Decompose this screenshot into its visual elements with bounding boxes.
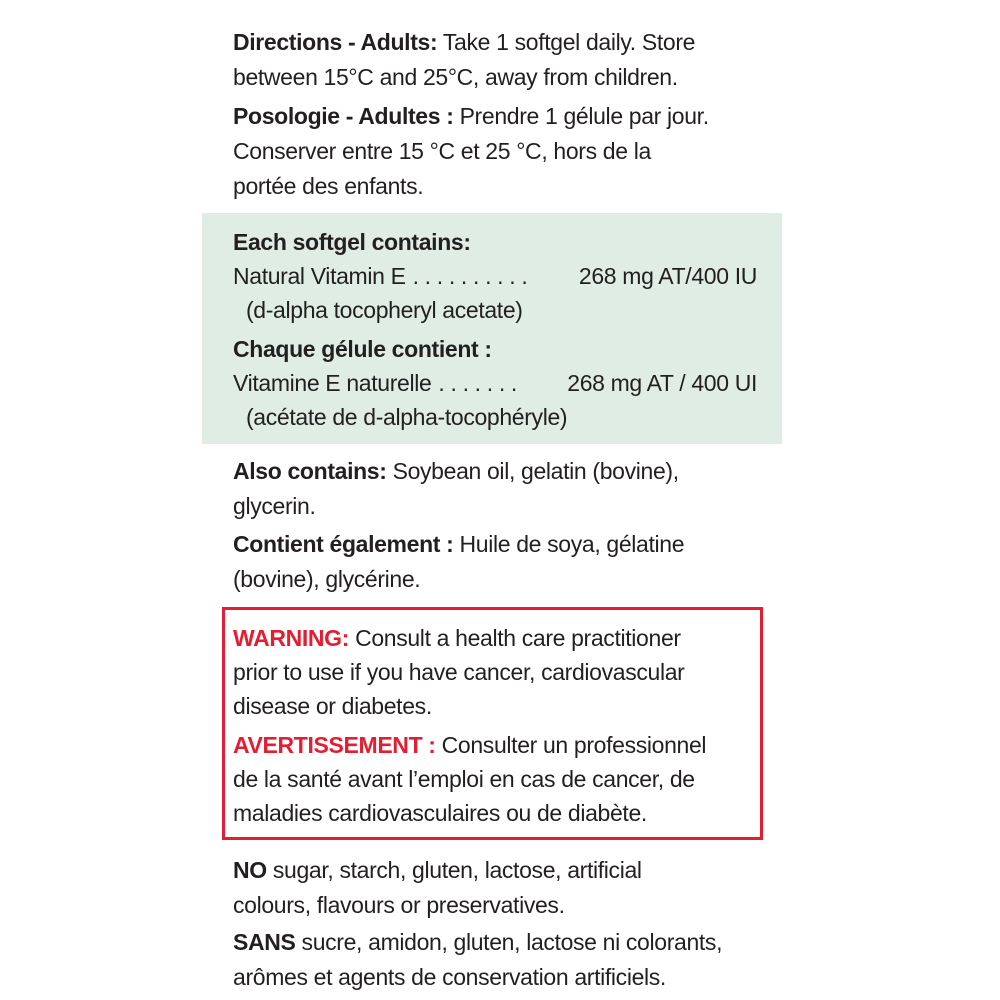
directions-en-rest: Take 1 softgel daily. Store (437, 29, 696, 55)
warning-fr-rest: Consulter un professionnel (435, 732, 707, 758)
also-contains-en-lead: Also contains: (233, 458, 387, 484)
also-contains-fr-lead: Contient également : (233, 531, 454, 557)
also-contains-en-line2: glycerin. (233, 493, 316, 519)
warning-en-line1 (233, 621, 752, 655)
leader-dots: . . . . . . . . . . (412, 263, 528, 289)
posologie-fr-rest: Prendre 1 gélule par jour. (453, 103, 709, 129)
ingredient-amount-en: 268 mg AT/400 IU (578, 263, 757, 289)
free-from-en-line2: colours, flavours or preservatives. (233, 892, 565, 918)
warning-fr-line2: de la santé avant l’emploi en cas de cancer, de (233, 766, 695, 792)
ingredients-heading-fr: Chaque gélule contient : (233, 336, 492, 362)
also-contains-fr-line1 (233, 527, 1000, 562)
directions-section (233, 0, 1000, 95)
free-from-en-lead: NO (233, 857, 267, 883)
free-from-fr-rest: sucre, amidon, gluten, lactose ni colorants, (295, 929, 723, 955)
ingredient-name-fr: Vitamine E naturelle (233, 370, 432, 396)
also-contains-fr-line2: (bovine), glycérine. (233, 566, 421, 592)
free-from-en-rest: sugar, starch, gluten, lactose, artificial (266, 857, 642, 883)
warning-fr-lead: AVERTISSEMENT : (233, 732, 436, 758)
ingredient-name-en: Natural Vitamin E (233, 263, 406, 289)
warning-fr (233, 728, 752, 830)
free-from-fr-section (233, 925, 1000, 995)
free-from-fr-lead: SANS (233, 929, 296, 955)
free-from-fr-line1 (233, 925, 1000, 960)
ingredients-heading-en: Each softgel contains: (233, 229, 471, 255)
ingredient-amount-fr: 268 mg AT / 400 UI (567, 370, 757, 396)
directions-en-line2: between 15°C and 25°C, away from children. (233, 64, 678, 90)
ingredients-panel (202, 213, 782, 444)
posologie-fr-line1 (233, 99, 1000, 134)
also-contains-en-line1 (233, 454, 1000, 489)
warning-en-line2: prior to use if you have cancer, cardiovascular (233, 659, 685, 685)
warning-box (222, 607, 763, 840)
directions-en-line1 (233, 25, 1000, 60)
warning-fr-line3: maladies cardiovasculaires ou de diabète. (233, 800, 647, 826)
warning-fr-line1 (233, 728, 752, 762)
free-from-en-line1 (233, 853, 1000, 888)
warning-en-lead: WARNING: (233, 625, 350, 651)
posologie-section (233, 99, 1000, 204)
posologie-fr-line2: Conserver entre 15 °C et 25 °C, hors de la (233, 138, 651, 164)
also-contains-fr-rest: Huile de soya, gélatine (453, 531, 685, 557)
ingredient-row-fr (233, 366, 757, 400)
ingredient-sub-fr: (acétate de d-alpha-tocophéryle) (246, 404, 568, 430)
warning-en-rest: Consult a health care practitioner (349, 625, 681, 651)
warning-en-line3: disease or diabetes. (233, 693, 432, 719)
posologie-fr-line3: portée des enfants. (233, 173, 424, 199)
free-from-en-section (233, 853, 1000, 923)
directions-en-lead: Directions - Adults: (233, 29, 438, 55)
also-contains-en-rest: Soybean oil, gelatin (bovine), (386, 458, 679, 484)
also-contains-section (233, 454, 1000, 524)
ingredient-row-en (233, 259, 757, 293)
free-from-fr-line2: arômes et agents de conservation artificiels. (233, 964, 666, 990)
ingredient-sub-en: (d-alpha tocopheryl acetate) (246, 297, 523, 323)
posologie-fr-lead: Posologie - Adultes : (233, 103, 454, 129)
contient-egalement-section (233, 527, 1000, 597)
leader-dots: . . . . . . . (438, 370, 517, 396)
warning-en (233, 621, 752, 723)
